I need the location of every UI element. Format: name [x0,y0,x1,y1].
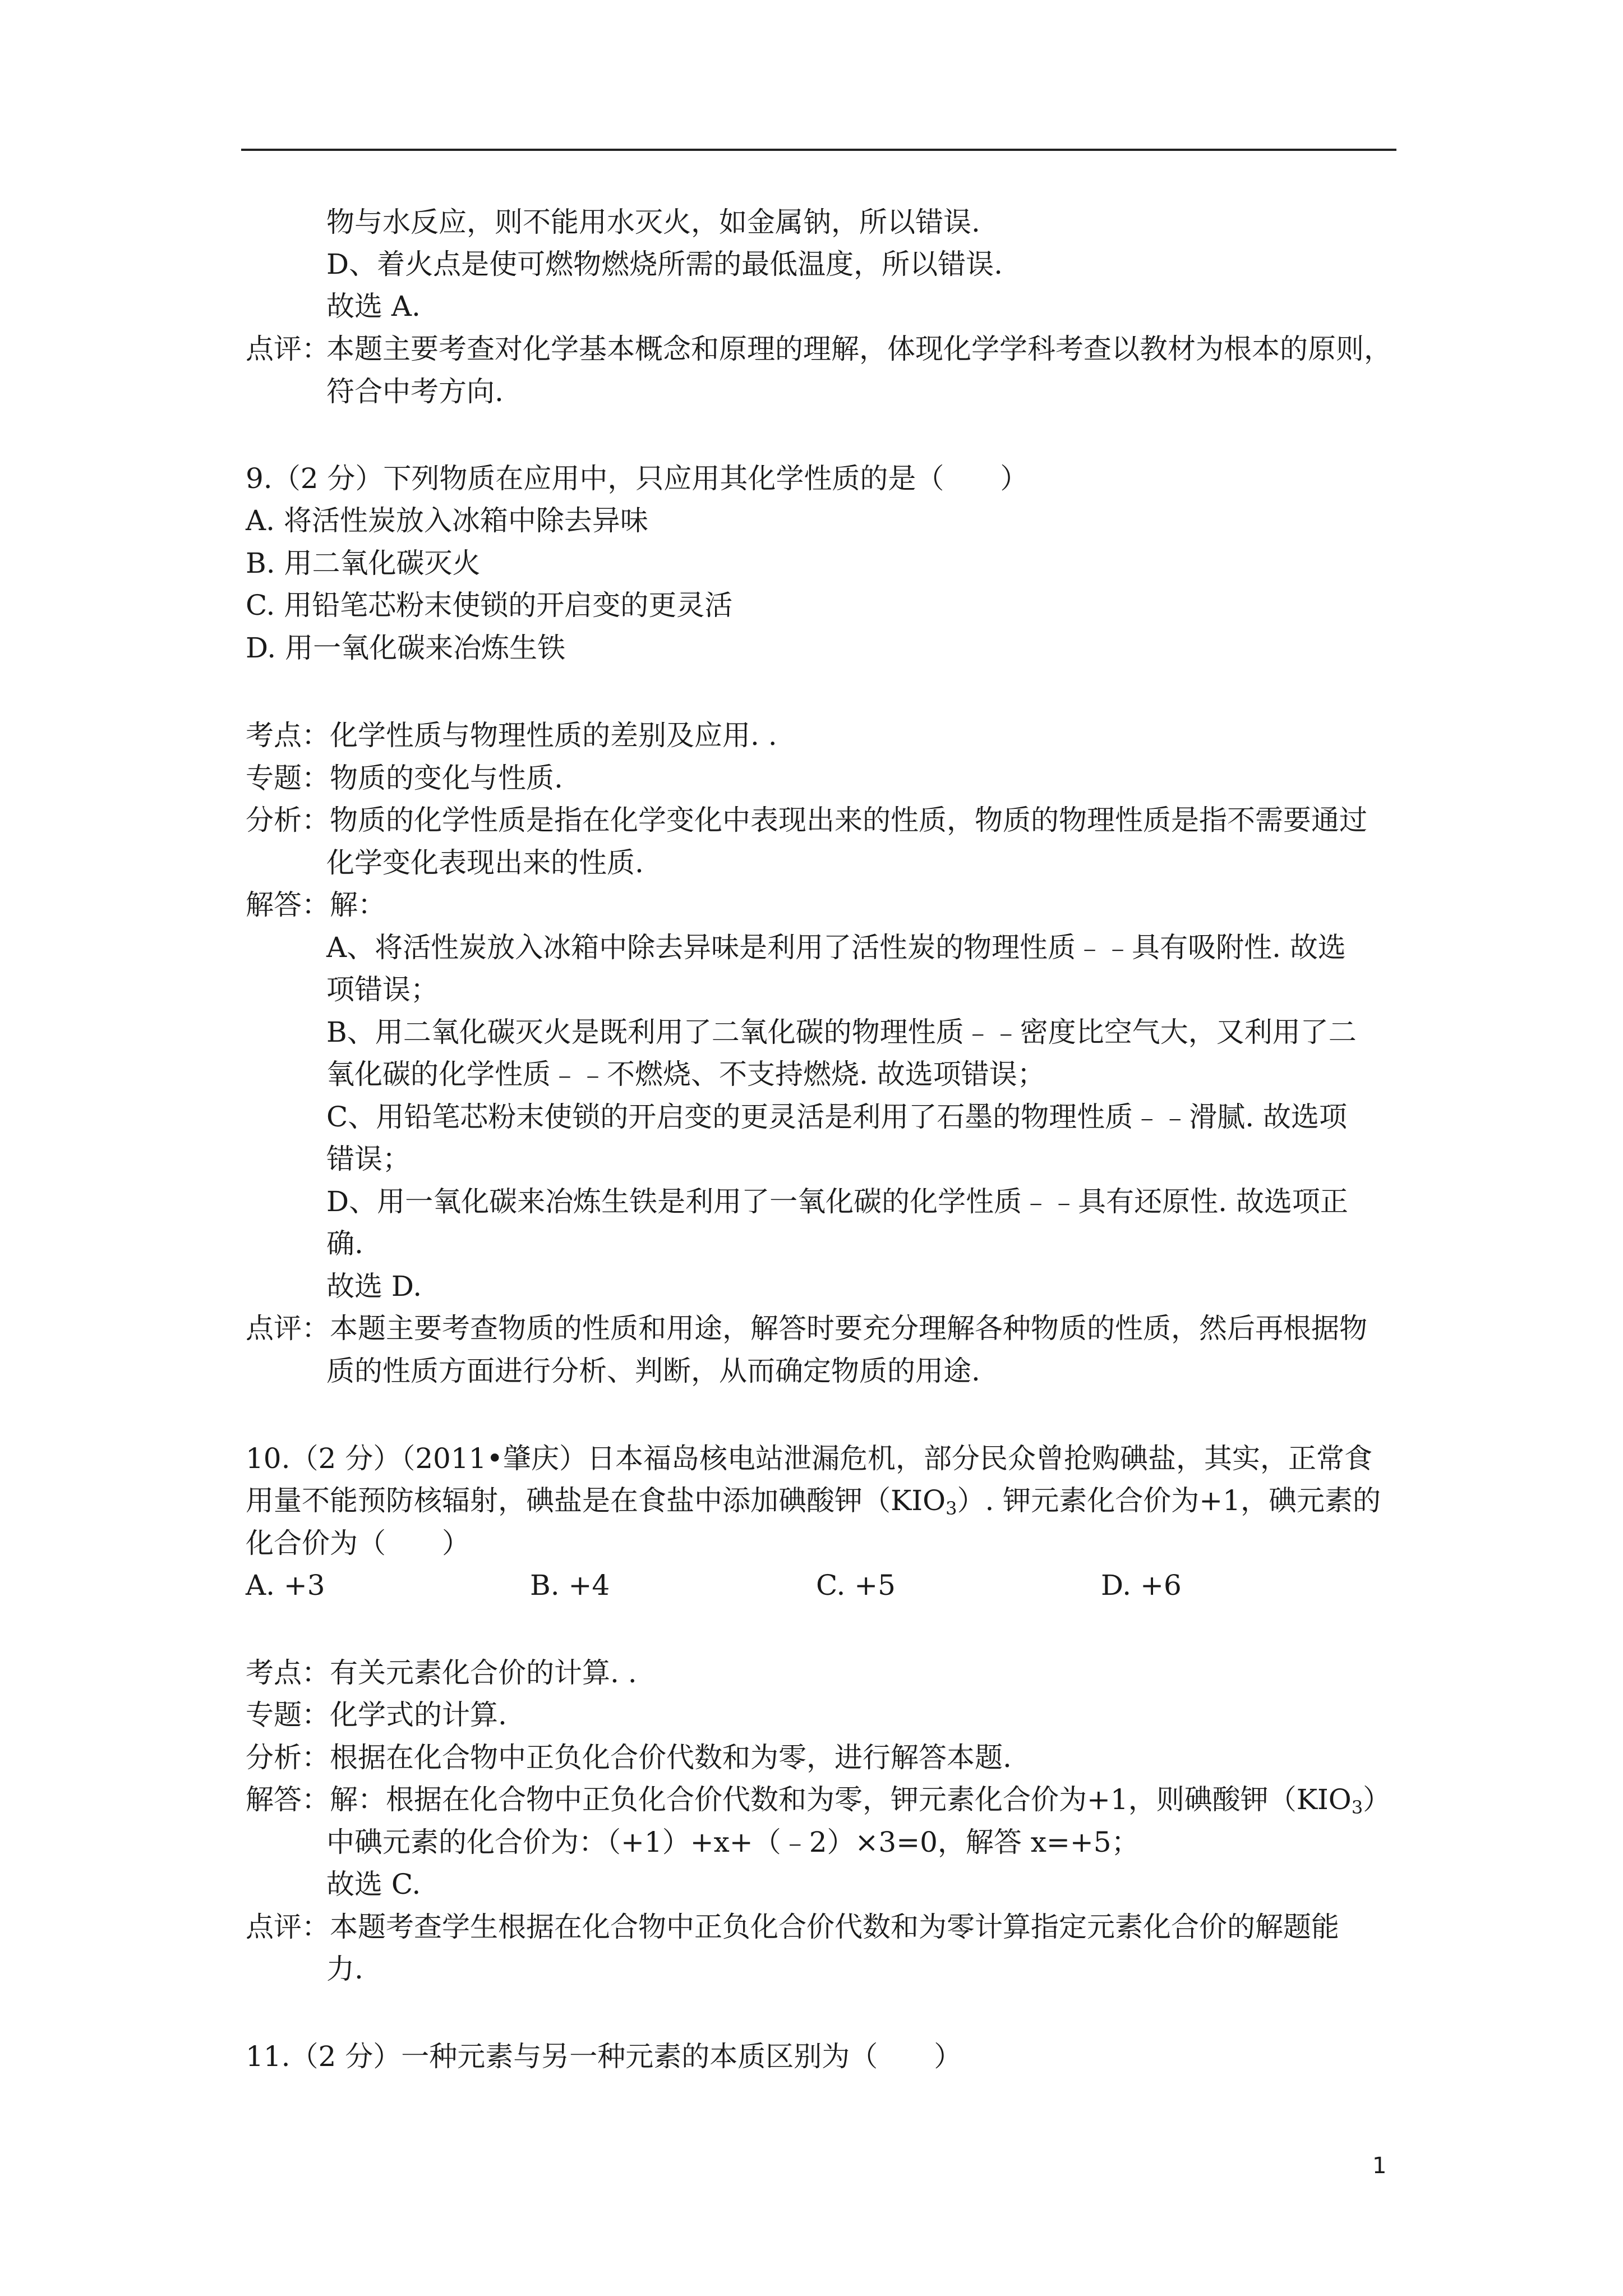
q9-review: 点评：本题主要考查物质的性质和用途，解答时要充分理解各种物质的性质，然后再根据物 [246,1312,1367,1345]
header-rule [241,149,1396,151]
q9-jieda-c: C、用铅笔芯粉末使锁的开启变的更灵活是利用了石墨的物理性质﹣﹣滑腻. 故选项 [326,1101,1348,1133]
q9-jieda-a: A、将活性炭放入冰箱中除去异味是利用了活性炭的物理性质﹣﹣具有吸附性. 故选 [326,931,1346,964]
q9-option-c: C. 用铅笔芯粉末使锁的开启变的更灵活 [246,589,733,622]
q9-kaodian: 考点：化学性质与物理性质的差别及应用. . [246,719,777,752]
q9-stem: 9.（2 分）下列物质在应用中，只应用其化学性质的是（ ） [246,462,1029,495]
q10-zhuanti: 专题：化学式的计算. [246,1699,507,1731]
q9-option-a: A. 将活性炭放入冰箱中除去异味 [246,504,648,537]
q10-review-cont: 力. [326,1953,363,1985]
q9-review-cont: 质的性质方面进行分析、判断，从而确定物质的用途. [326,1355,980,1387]
q10-review: 点评：本题考查学生根据在化合物中正负化合价代数和为零计算指定元素化合价的解题能 [246,1911,1339,1943]
q9-fenxi-cont: 化学变化表现出来的性质. [326,846,644,879]
q9-answer: 故选 D. [326,1270,422,1303]
q10-jieda: 解答：解：根据在化合物中正负化合价代数和为零，钾元素化合价为+1，则碘酸钾$(KIO_3)$ [246,1783,1391,1818]
page-number: 1 [1372,2153,1387,2179]
q9-option-d: D. 用一氧化碳来冶炼生铁 [246,632,566,664]
q10-answer: 故选 C. [326,1868,421,1901]
q9-jieda-b: B、用二氧化碳灭火是既利用了二氧化碳的物理性质﹣﹣密度比空气大，又利用了二 [326,1016,1357,1048]
q10-option-a: A. +3 [246,1569,325,1602]
q8-analysis-line: 物与水反应，则不能用水灭火，如金属钠，所以错误. [326,206,980,238]
q9-option-b: B. 用二氧化碳灭火 [246,547,481,579]
q9-jieda-b-cont: 氧化碳的化学性质﹣﹣不燃烧、不支持燃烧. 故选项错误； [326,1058,1045,1091]
q8-answer: 故选 A. [326,290,421,323]
q10-option-b: B. +4 [530,1569,610,1602]
q10-jieda-cont: 中碘元素的化合价为：（+1）+x+（﹣2）×3=0，解答 x=+5； [326,1826,1140,1858]
q9-jieda-d-cont: 确. [326,1227,363,1260]
q10-option-c: C. +5 [816,1569,896,1602]
q8-review-label: 点评： [246,333,330,365]
q10-stem-cont: 用量不能预防核辐射，碘盐是在食盐中添加碘酸钾$(KIO_3)$. 钾元素化合价为+1，碘元素的 [246,1484,1381,1519]
q9-jieda-d: D、用一氧化碳来冶炼生铁是利用了一氧化碳的化学性质﹣﹣具有还原性. 故选项正 [326,1185,1348,1218]
q11-stem: 11.（2 分）一种元素与另一种元素的本质区别为（ ） [246,2040,962,2073]
q9-fenxi: 分析：物质的化学性质是指在化学变化中表现出来的性质，物质的物理性质是指不需要通过 [246,804,1367,836]
q8-review-text: 符合中考方向. [326,375,504,408]
q9-jieda: 解答：解： [246,889,386,921]
q8-review-text: 本题主要考查对化学基本概念和原理的理解，体现化学学科考查以教材为根本的原则， [326,333,1392,365]
q10-stem-cont: 化合价为（ ） [246,1527,470,1559]
q9-jieda-a-cont: 项错误； [326,973,439,1006]
q8-analysis-line: D、着火点是使可燃物燃烧所需的最低温度，所以错误. [326,248,1003,280]
q9-zhuanti: 专题：物质的变化与性质. [246,762,563,794]
q9-jieda-c-cont: 错误； [326,1143,411,1175]
q10-fenxi: 分析：根据在化合物中正负化合价代数和为零，进行解答本题. [246,1741,1012,1774]
q10-option-d: D. +6 [1101,1569,1182,1602]
q10-stem: 10.（2 分）（2011•肇庆）日本福岛核电站泄漏危机，部分民众曾抢购碘盐，其实，正常食 [246,1442,1372,1475]
q10-kaodian: 考点：有关元素化合价的计算. . [246,1657,637,1689]
